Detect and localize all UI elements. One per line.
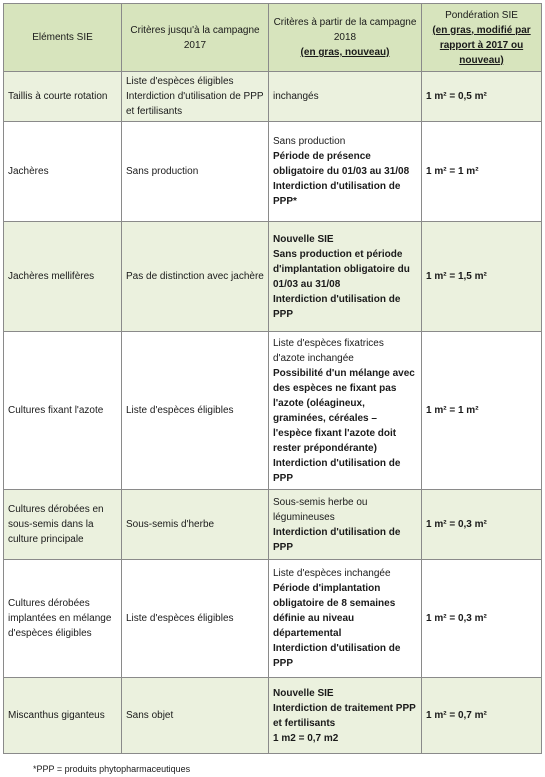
new-criteria-bold-line: Interdiction d'utilisation de PPP* bbox=[273, 181, 401, 207]
cell-element: Cultures dérobées en sous-semis dans la culture principale bbox=[4, 490, 122, 560]
new-criteria-bold-line: 1 m2 = 0,7 m2 bbox=[273, 732, 339, 744]
cell-element: Jachères mellifères bbox=[4, 222, 122, 332]
old-criteria-line: Liste d'espèces éligibles bbox=[126, 405, 234, 416]
table-row bbox=[4, 332, 542, 490]
new-criteria-line: Liste d'espèces inchangée bbox=[273, 568, 391, 579]
table-row bbox=[4, 222, 542, 332]
header-weighting-note: (en gras, modifié par rapport à 2017 ou nouveau) bbox=[432, 24, 531, 66]
cell-element: Miscanthus giganteus bbox=[4, 678, 122, 754]
cell-old-criteria bbox=[122, 332, 269, 490]
new-criteria-bold-line: Interdiction d'utilisation de PPP bbox=[273, 457, 401, 484]
cell-old-criteria bbox=[122, 72, 269, 122]
cell-element: Jachères bbox=[4, 122, 122, 222]
cell-weighting: 1 m² = 1 m² bbox=[422, 332, 542, 490]
cell-weighting: 1 m² = 0,3 m² bbox=[422, 560, 542, 678]
cell-element: Cultures dérobées implantées en mélange d'espèces éligibles bbox=[4, 560, 122, 678]
cell-element: Taillis à courte rotation bbox=[4, 72, 122, 122]
old-criteria-line: Pas de distinction avec jachère bbox=[126, 271, 264, 282]
header-new-criteria-note: (en gras, nouveau) bbox=[300, 47, 390, 58]
footnote: *PPP = produits phytopharmaceutiques bbox=[33, 764, 191, 774]
cell-new-criteria bbox=[269, 560, 422, 678]
old-criteria-line: Sans objet bbox=[126, 710, 174, 721]
cell-element: Cultures fixant l'azote bbox=[4, 332, 122, 490]
header-new-criteria bbox=[269, 4, 422, 72]
old-criteria-line: Sans production bbox=[126, 166, 199, 177]
table-row bbox=[4, 72, 542, 122]
cell-weighting: 1 m² = 0,7 m² bbox=[422, 678, 542, 754]
cell-weighting: 1 m² = 0,5 m² bbox=[422, 72, 542, 122]
new-criteria-line: Liste d'espèces fixatrices d'azote inchangée bbox=[273, 337, 384, 364]
cell-old-criteria bbox=[122, 490, 269, 560]
cell-new-criteria bbox=[269, 332, 422, 490]
new-criteria-bold-line: Possibilité d'un mélange avec des espèces ne fixant pas l'azote (oléagineux, graminées, céréales – l'espèce fixant l'azote doit rester prépondérante) bbox=[273, 367, 415, 454]
cell-old-criteria bbox=[122, 678, 269, 754]
new-criteria-bold-line: Période de présence obligatoire du 01/03 au 31/08 bbox=[273, 151, 410, 177]
cell-weighting: 1 m² = 1 m² bbox=[422, 122, 542, 222]
old-criteria-line: Interdiction d'utilisation de PPP et fertilisants bbox=[126, 91, 264, 117]
table-row bbox=[4, 490, 542, 560]
cell-weighting: 1 m² = 0,3 m² bbox=[422, 490, 542, 560]
new-criteria-bold-line: Période d'implantation obligatoire de 8 semaines définie au niveau départemental bbox=[273, 583, 396, 639]
header-new-criteria-title: Critères à partir de la campagne 2018 bbox=[273, 17, 417, 43]
new-criteria-bold-line: Nouvelle SIE bbox=[273, 233, 334, 245]
header-weighting-title: Pondération SIE bbox=[445, 9, 518, 21]
old-criteria-line: Liste d'espèces éligibles bbox=[126, 613, 234, 624]
new-criteria-line: Sous-semis herbe ou légumineuses bbox=[273, 496, 368, 523]
sie-criteria-table bbox=[3, 3, 542, 754]
cell-old-criteria bbox=[122, 560, 269, 678]
header-elements: Eléments SIE bbox=[4, 4, 122, 72]
old-criteria-line: Liste d'espèces éligibles bbox=[126, 76, 234, 87]
table-row bbox=[4, 122, 542, 222]
new-criteria-line: inchangés bbox=[273, 91, 319, 102]
cell-new-criteria bbox=[269, 490, 422, 560]
cell-new-criteria bbox=[269, 678, 422, 754]
old-criteria-line: Sous-semis d'herbe bbox=[126, 519, 215, 530]
cell-new-criteria bbox=[269, 72, 422, 122]
cell-old-criteria bbox=[122, 222, 269, 332]
table-row bbox=[4, 678, 542, 754]
cell-old-criteria bbox=[122, 122, 269, 222]
new-criteria-bold-line: Interdiction d'utilisation de PPP bbox=[273, 643, 401, 669]
header-weighting bbox=[422, 4, 542, 72]
cell-weighting: 1 m² = 1,5 m² bbox=[422, 222, 542, 332]
header-old-criteria: Critères jusqu'à la campagne 2017 bbox=[122, 4, 269, 72]
table-row bbox=[4, 560, 542, 678]
cell-new-criteria bbox=[269, 122, 422, 222]
new-criteria-bold-line: Sans production et période d'implantation obligatoire du 01/03 au 31/08 bbox=[273, 248, 410, 290]
new-criteria-bold-line: Interdiction d'utilisation de PPP bbox=[273, 526, 401, 553]
cell-new-criteria bbox=[269, 222, 422, 332]
new-criteria-line: Sans production bbox=[273, 136, 346, 147]
new-criteria-bold-line: Interdiction d'utilisation de PPP bbox=[273, 293, 401, 320]
new-criteria-bold-line: Interdiction de traitement PPP et fertilisants bbox=[273, 702, 416, 729]
new-criteria-bold-line: Nouvelle SIE bbox=[273, 687, 334, 699]
header-row bbox=[4, 4, 542, 72]
